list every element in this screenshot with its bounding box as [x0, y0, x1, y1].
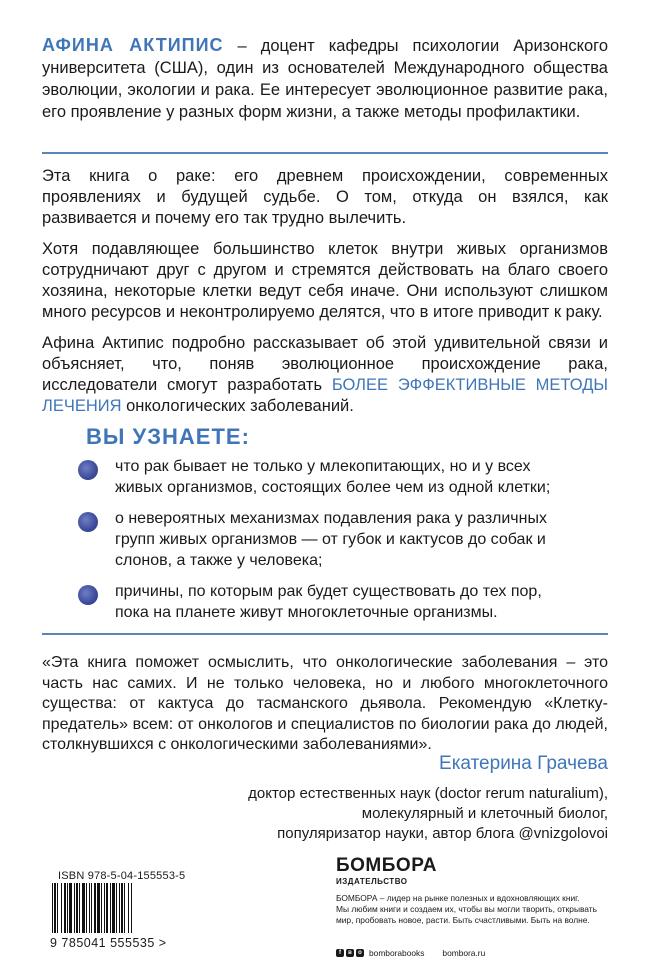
bullet-dot-icon [78, 512, 98, 532]
barcode-digits: 9 785041 555535 > [50, 936, 167, 950]
facebook-icon: f [336, 949, 344, 957]
description-p3-start: Афина Актипис подробно рассказывает об этой удивительной связи и объясняет, что, поняв эволюционное происхождение рака, исследователи смогут разработать [42, 334, 608, 394]
author-name: АФИНА АКТИПИС [42, 35, 224, 55]
publisher-desc-line: БОМБОРА – лидер на рынке полезных и вдохновляющих книг. [336, 893, 580, 903]
list-item-text: причины, по которым рак будет существовать до тех пор, пока на планете живут многоклеточные организмы. [115, 583, 542, 621]
author-bio [42, 34, 608, 123]
vk-icon: в [346, 949, 354, 957]
reviewer-name: Екатерина Грачева [439, 753, 608, 774]
book-description [42, 166, 608, 427]
description-paragraph-1: Эта книга о раке: его древнем происхождении, современных проявлениях и будущей судьбе. О том, откуда он взялся, как развивается и почему его так трудно вылечить. [42, 167, 608, 227]
bullet-dot-icon [78, 585, 98, 605]
reviewer-title-line: популяризатор науки, автор блога @vnizgolovoi [277, 825, 608, 842]
reviewer-title-line: доктор естественных наук (doctor rerum naturalium), [248, 785, 608, 802]
author-bio-text: – доцент кафедры психологии Аризонского университета (США), один из основателей Международного общества эволюции, экологии и рака. Ее интересует эволюционное развитие рака, его проявление у разных форм жизни, а также методы профилактики. [42, 37, 608, 121]
barcode-stripe [132, 883, 133, 933]
divider-bottom [42, 633, 608, 635]
learn-heading: ВЫ УЗНАЕТЕ: [86, 424, 250, 449]
social-handle: bomborabooks [369, 948, 425, 958]
description-highlight: БОЛЕЕ ЭФФЕКТИВНЫЕ МЕТОДЫ ЛЕЧЕНИЯ [42, 376, 608, 415]
list-item-text: о невероятных механизмах подавления рака у различных групп живых организмов — от губок и кактусов до собак и слонов, а также у человека; [115, 510, 547, 569]
review-quote: «Эта книга поможет осмыслить, что онкологические заболевания – это часть нас самих. И не только человека, но и любого многоклеточного существа: от кактуса до тасманского дьявола. Рекомендую «Клетку-предатель» всем: от онкологов и специалистов по биологии рака до людей, столкнувшихся с онкологическими заболеваниями». [42, 654, 608, 753]
list-item-text: что рак бывает не только у млекопитающих, но и у всех живых организмов, состоящих более чем из одной клетки; [115, 458, 551, 496]
publisher-logo: БОМБОРА [336, 855, 437, 876]
publisher-site: bombora.ru [442, 948, 486, 958]
publisher-desc-line: мир, пробовать новое, расти. Быть счастливыми. Быть на волне. [336, 915, 590, 925]
list-item [78, 456, 578, 498]
learn-list [78, 456, 578, 633]
reviewer-title-line: молекулярный и клеточный биолог, [361, 805, 608, 822]
barcode [52, 883, 186, 933]
publisher-description [336, 893, 606, 926]
isbn-label: ISBN 978-5-04-155553-5 [58, 870, 186, 882]
ok-icon: о [356, 949, 364, 957]
description-paragraph-3 [42, 333, 608, 417]
publisher-subtitle: ИЗДАТЕЛЬСТВО [336, 877, 408, 886]
reviewer-title [188, 784, 608, 844]
bullet-dot-icon [78, 460, 98, 480]
publisher-desc-line: Мы любим книги и создаем их, чтобы вы могли творить, открывать [336, 904, 597, 914]
list-item [78, 581, 578, 623]
description-paragraph-2: Хотя подавляющее большинство клеток внутри живых организмов сотрудничают друг с другом и стремятся действовать на благо своего хозяина, некоторые клетки ведут себя иначе. Они используют слишком много ресурсов и неконтролируемо делятся, что в итоге приводит к раку. [42, 240, 608, 321]
list-item [78, 508, 578, 571]
description-p3-end: онкологических заболеваний. [121, 397, 354, 415]
divider-top [42, 152, 608, 154]
publisher-social [336, 948, 485, 958]
